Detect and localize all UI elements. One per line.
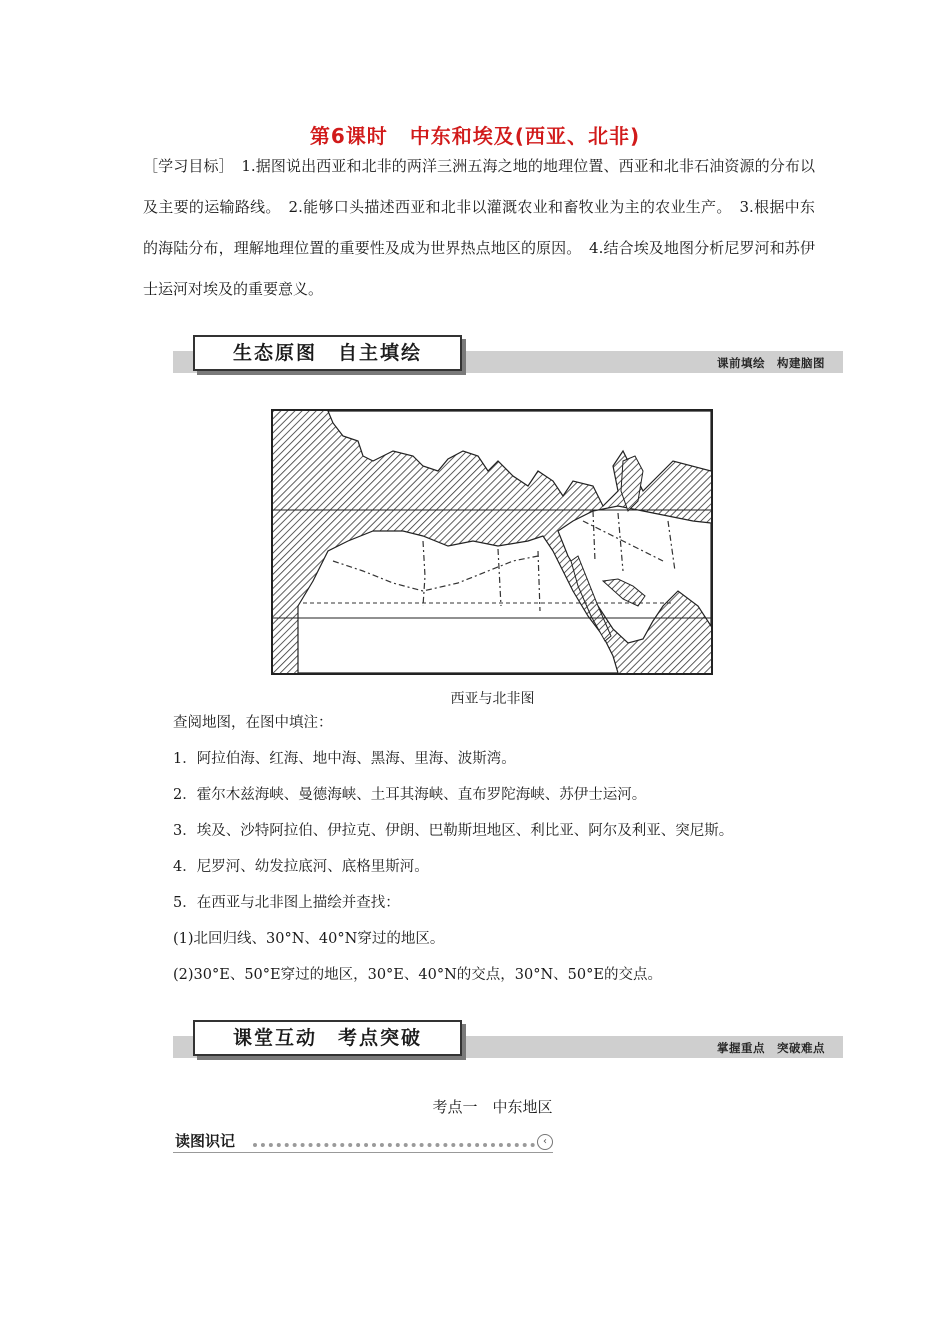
- banner-title: 生态原图 自主填绘: [193, 335, 462, 371]
- lesson-number: 第6课时: [309, 124, 388, 148]
- task-item-3: 3．埃及、沙特阿拉伯、伊拉克、伊朗、巴勒斯坦地区、利比亚、阿尔及利亚、突尼斯。: [173, 823, 734, 839]
- task-item-5: 5．在西亚与北非图上描绘并查找：: [173, 895, 400, 911]
- learning-objectives: ［学习目标］ 1.据图说出西亚和北非的两洋三洲五海之地的地理位置、西亚和北非石油资源的分布以及主要的运输路线。 2.能够口头描述西亚和北非以灌溉农业和畜牧业为主的农业生产。 3.根据中东的海陆分布，理解地理位置的重要性及成为世界热点地区的原因。 4.结合埃及地图分析尼罗河和苏伊士运河对埃及的重要意义。: [143, 157, 815, 298]
- section-banner-preclass: [173, 335, 843, 379]
- task-item-5-1: (1)北回归线、30°N、40°N穿过的地区。: [173, 931, 445, 947]
- map-caption: 西亚与北非图: [450, 691, 535, 707]
- header-underline: [173, 1152, 553, 1153]
- read-map-label: 读图识记: [175, 1132, 236, 1150]
- banner-subtitle: 课前填绘 构建脑图: [717, 356, 825, 370]
- lesson-topic: 中东和埃及(西亚、北非): [409, 124, 641, 148]
- page-title: [0, 120, 950, 149]
- task-item-1: 1．阿拉伯海、红海、地中海、黑海、里海、波斯湾。: [173, 751, 516, 767]
- task-list: [173, 705, 733, 993]
- banner-title: 课堂互动 考点突破: [193, 1020, 462, 1056]
- task-item-4: 4．尼罗河、幼发拉底河、底格里斯河。: [173, 859, 429, 875]
- section-banner-inclass: [173, 1020, 843, 1064]
- chevron-left-icon: ‹: [537, 1134, 553, 1150]
- task-intro: 查阅地图，在图中填注：: [173, 715, 333, 731]
- map-drawing: [273, 411, 711, 673]
- dotted-divider: [253, 1143, 535, 1147]
- read-map-header: [173, 1130, 553, 1156]
- task-item-5-2: (2)30°E、50°E穿过的地区，30°E、40°N的交点，30°N、50°E的交点。: [173, 967, 662, 983]
- key-point-title: 考点一 中东地区: [432, 1098, 553, 1116]
- banner-subtitle: 掌握重点 突破难点: [717, 1041, 825, 1055]
- task-item-2: 2．霍尔木兹海峡、曼德海峡、土耳其海峡、直布罗陀海峡、苏伊士运河。: [173, 787, 647, 803]
- west-asia-north-africa-map: [271, 409, 713, 675]
